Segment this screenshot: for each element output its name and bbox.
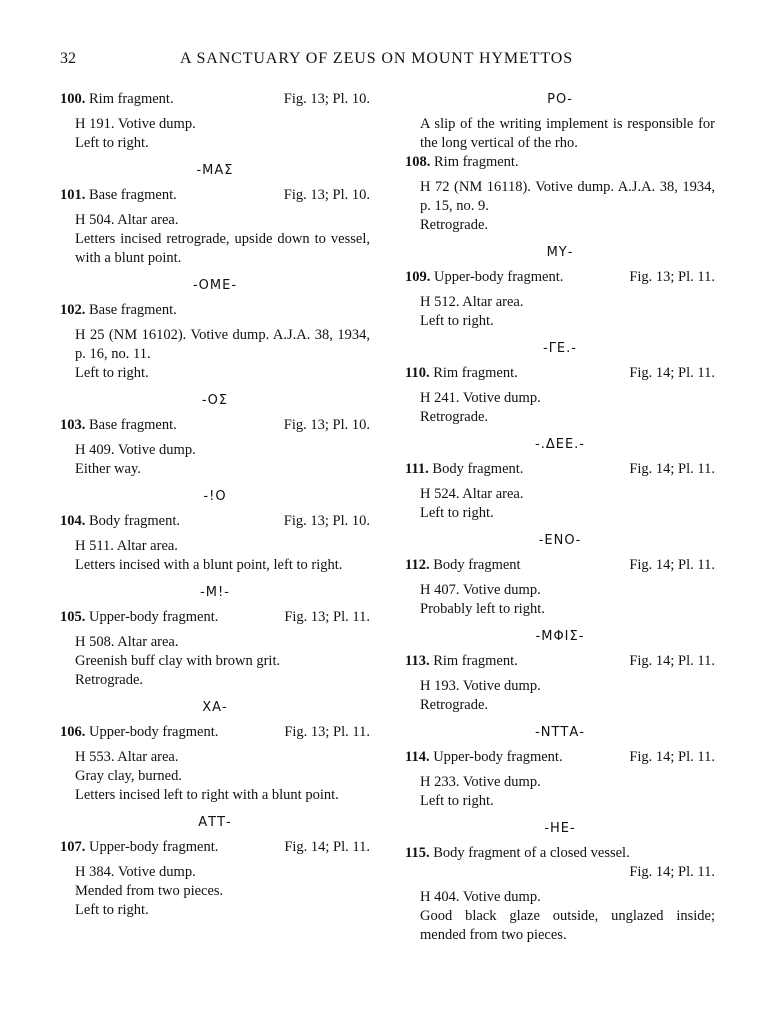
entry-description: Base fragment. (89, 417, 177, 433)
entry-description: Rim fragment. (89, 91, 174, 107)
entry-text: Probably left to right. (420, 601, 545, 617)
entry-text: Retrograde. (75, 672, 144, 688)
entry-number: 101. (60, 187, 86, 203)
catalogue-entry (60, 90, 370, 180)
entry-number: 102. (60, 302, 86, 318)
entry-text: H 512. Altar area. (420, 294, 524, 310)
figure-plate-reference: Fig. 13; Pl. 11. (284, 609, 370, 625)
catalogue-entry (405, 844, 715, 951)
inscription: -ΗΕ- (544, 821, 576, 836)
entry-text: H 508. Altar area. (75, 634, 179, 650)
entry-number: 114. (405, 749, 430, 765)
entry-description: Upper-body fragment. (89, 839, 219, 855)
figure-plate-reference: Fig. 14; Pl. 11. (629, 749, 715, 765)
entry-description: Body fragment (433, 557, 521, 573)
entry-text: Left to right. (75, 365, 149, 381)
entry-text: Left to right. (75, 135, 149, 151)
entry-heading (60, 512, 370, 531)
left-column (60, 90, 370, 926)
entry-text: H 524. Altar area. (420, 486, 524, 502)
figure-plate-reference: Fig. 14; Pl. 11. (629, 461, 715, 477)
entry-number: 106. (60, 724, 86, 740)
entry-number: 113. (405, 653, 430, 669)
entry-text: H 511. Altar area. (75, 538, 178, 554)
inscription: -ΟΣ (201, 393, 229, 408)
entry-description: Rim fragment. (434, 154, 519, 170)
entry-number: 105. (60, 609, 86, 625)
entry-text: Gray clay, burned. (75, 768, 182, 784)
entry-text: H 409. Votive dump. (75, 442, 196, 458)
inscription: -Μ!- (200, 585, 230, 600)
entry-number: 112. (405, 557, 430, 573)
entry-heading (405, 748, 715, 767)
inscription: -ΟΜΕ- (192, 278, 238, 293)
entry-number: 115. (405, 845, 430, 861)
entry-text: Retrograde. (420, 409, 489, 425)
entry-heading (405, 556, 715, 575)
catalogue-entry (405, 460, 715, 550)
entry-text: H 384. Votive dump. (75, 864, 196, 880)
catalogue-entry (60, 301, 370, 410)
inscription: ΧΑ- (202, 700, 228, 715)
inscription: -.ΔΕΕ.- (535, 437, 585, 452)
catalogue-entry (405, 556, 715, 646)
entry-text: Left to right. (420, 313, 494, 329)
entry-text: Letters incised retrograde, upside down to vessel, with a blunt point. (75, 231, 370, 266)
inscription: -ΝΤΤΑ- (535, 725, 585, 740)
entry-number: 104. (60, 513, 86, 529)
catalogue-entry (60, 838, 370, 926)
entry-heading (60, 838, 370, 857)
entry-text: H 404. Votive dump. (420, 889, 541, 905)
entry-description: Rim fragment. (433, 365, 518, 381)
catalogue-entry (60, 512, 370, 602)
entry-number: 111. (405, 461, 429, 477)
entry-text: Letters incised with a blunt point, left to right. (75, 557, 343, 573)
figure-plate-reference: Fig. 13; Pl. 11. (284, 724, 370, 740)
entry-heading (405, 268, 715, 287)
entry-heading (60, 723, 370, 742)
entry-number: 108. (405, 154, 431, 170)
entry-description: Rim fragment. (433, 653, 518, 669)
inscription: ΑΤΤ- (198, 815, 232, 830)
inscription: -ΜΑΣ (196, 163, 234, 178)
entry-text: H 191. Votive dump. (75, 116, 196, 132)
entry-heading (405, 153, 715, 172)
catalogue-entry (405, 652, 715, 742)
entry-heading (405, 844, 715, 882)
figure-plate-reference: Fig. 13; Pl. 10. (283, 187, 370, 203)
entry-text: Retrograde. (420, 217, 489, 233)
entry-text: H 407. Votive dump. (420, 582, 541, 598)
catalogue-entry (405, 364, 715, 454)
catalogue-entry (60, 186, 370, 295)
entry-number: 109. (405, 269, 431, 285)
entry-text: Retrograde. (420, 697, 489, 713)
entry-text: H 233. Votive dump. (420, 774, 541, 790)
entry-text: Either way. (75, 461, 141, 477)
inscription: -ΓΕ.- (543, 341, 577, 356)
entry-heading (60, 90, 370, 109)
inscription: ΜΥ- (546, 245, 574, 260)
entry-heading (60, 416, 370, 435)
entry-number: 107. (60, 839, 86, 855)
figure-plate-reference: Fig. 13; Pl. 10. (283, 91, 370, 107)
entry-text: Good black glaze outside, unglazed inside; mended from two pieces. (420, 908, 715, 943)
running-title: A SANCTUARY OF ZEUS ON MOUNT HYMETTOS (180, 50, 574, 67)
entry-heading (60, 301, 370, 320)
entry-text: H 241. Votive dump. (420, 390, 541, 406)
entry-text: A slip of the writing implement is responsible for the long vertical of the rho. (420, 116, 715, 151)
inscription: ΡΟ- (547, 92, 573, 107)
entry-heading (60, 186, 370, 205)
inscription: -ΜΦΙΣ- (535, 629, 585, 644)
entry-heading (405, 460, 715, 479)
figure-plate-reference: Fig. 13; Pl. 10. (283, 513, 370, 529)
entry-description: Upper-body fragment. (433, 749, 563, 765)
entry-description: Base fragment. (89, 302, 177, 318)
catalogue-entry (60, 723, 370, 832)
entry-text: H 553. Altar area. (75, 749, 179, 765)
entry-description: Body fragment. (89, 513, 181, 529)
entry-text: Left to right. (420, 793, 494, 809)
entry-description: Upper-body fragment. (89, 724, 219, 740)
catalogue-entry (60, 608, 370, 717)
right-column (405, 90, 715, 951)
entry-heading (60, 608, 370, 627)
entry-text: Greenish buff clay with brown grit. (75, 653, 281, 669)
figure-plate-reference: Fig. 14; Pl. 11. (629, 864, 715, 880)
entry-description: Body fragment. (432, 461, 524, 477)
figure-plate-reference: Fig. 13; Pl. 11. (629, 269, 715, 285)
figure-plate-reference: Fig. 14; Pl. 11. (629, 365, 715, 381)
figure-plate-reference: Fig. 14; Pl. 11. (629, 557, 715, 573)
figure-plate-reference: Fig. 14; Pl. 11. (284, 839, 370, 855)
entry-text: Letters incised left to right with a blunt point. (75, 787, 339, 803)
entry-text: H 25 (NM 16102). Votive dump. A.J.A. 38, 1934, p. 16, no. 11. (75, 327, 370, 362)
catalogue-entry (405, 153, 715, 262)
entry-description: Base fragment. (89, 187, 177, 203)
inscription: -!Ο (203, 489, 227, 504)
catalogue-entry (405, 748, 715, 838)
entry-description: Upper-body fragment. (89, 609, 219, 625)
entry-heading (405, 652, 715, 671)
figure-plate-reference: Fig. 13; Pl. 10. (283, 417, 370, 433)
entry-text: Left to right. (75, 902, 149, 918)
page-header (60, 50, 720, 70)
entry-text: Left to right. (420, 505, 494, 521)
figure-plate-reference: Fig. 14; Pl. 11. (629, 653, 715, 669)
entry-text: H 72 (NM 16118). Votive dump. A.J.A. 38, 1934, p. 15, no. 9. (420, 179, 715, 214)
entry-number: 100. (60, 91, 86, 107)
catalogue-entry (405, 268, 715, 358)
catalogue-entry (60, 416, 370, 506)
page-number: 32 (60, 50, 76, 67)
entry-text: Mended from two pieces. (75, 883, 224, 899)
entry-number: 103. (60, 417, 86, 433)
entry-description: Body fragment of a closed vessel. (433, 845, 630, 861)
entry-text: H 193. Votive dump. (420, 678, 541, 694)
inscription: -ΕΝΟ- (538, 533, 582, 548)
entry-description: Upper-body fragment. (434, 269, 564, 285)
entry-number: 110. (405, 365, 430, 381)
entry-text: H 504. Altar area. (75, 212, 179, 228)
entry-heading (405, 364, 715, 383)
